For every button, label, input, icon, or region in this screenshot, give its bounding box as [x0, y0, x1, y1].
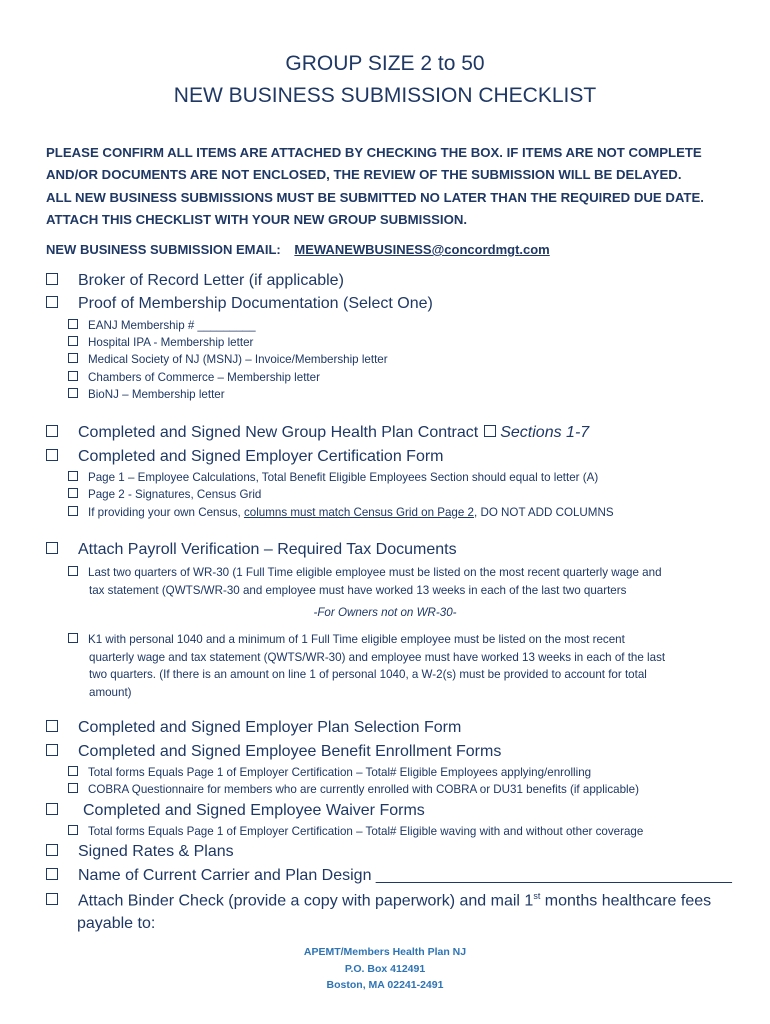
wr30-line: tax statement (QWTS/WR-30 and employee must have worked 13 weeks in each of the last two quarters — [89, 583, 627, 597]
k1-line: amount) — [89, 685, 132, 699]
notice-line: AND/OR DOCUMENTS ARE NOT ENCLOSED, THE REVIEW OF THE SUBMISSION WILL BE DELAYED. — [46, 167, 682, 183]
title-line-2: NEW BUSINESS SUBMISSION CHECKLIST — [173, 84, 597, 107]
waiver-total-checkbox[interactable] — [68, 825, 78, 835]
membership-label: Proof of Membership Documentation (Select One) — [78, 295, 433, 312]
item-membership — [46, 295, 433, 313]
ipa-checkbox[interactable] — [68, 336, 78, 346]
binder-checkbox[interactable] — [46, 893, 58, 905]
email-address-link[interactable]: MEWANEWBUSINESS@concordmgt.com — [294, 242, 550, 257]
plan-selection-checkbox[interactable] — [46, 720, 58, 732]
membership-option — [68, 319, 256, 332]
page2-checkbox[interactable] — [68, 488, 78, 498]
notice-line: PLEASE CONFIRM ALL ITEMS ARE ATTACHED BY CHECKING THE BOX. IF ITEMS ARE NOT COMPLETE — [46, 145, 702, 160]
census-checkbox[interactable] — [68, 506, 78, 516]
waiver-checkbox[interactable] — [46, 803, 58, 815]
item-contract — [46, 424, 589, 442]
k1-checkbox[interactable] — [68, 633, 78, 643]
binder-line-2: payable to: — [77, 915, 156, 932]
membership-option — [68, 388, 225, 401]
item-rates — [46, 843, 234, 861]
owners-note: -For Owners not on WR-30- — [313, 606, 457, 619]
wr30-line: Last two quarters of WR-30 (1 Full Time eligible employee must be listed on the most recent quarterly wage and — [88, 566, 662, 579]
membership-option — [68, 371, 320, 384]
notice-block — [46, 142, 746, 231]
address-box: P.O. Box 412491 — [344, 962, 426, 975]
k1-line: K1 with personal 1040 and a minimum of 1 Full Time eligible employee must be listed on the most recent — [88, 633, 625, 646]
binder-sup: st — [533, 891, 541, 901]
carrier-checkbox[interactable] — [46, 868, 58, 880]
title-line-1: GROUP SIZE 2 to 50 — [285, 52, 485, 75]
membership-option — [68, 336, 253, 349]
bionj-checkbox[interactable] — [68, 388, 78, 398]
waiver-label: Completed and Signed Employee Waiver Forms — [83, 802, 425, 819]
sub-label: Total forms Equals Page 1 of Employer Certification – Total# Eligible Employees applying/enrolling — [88, 766, 592, 779]
sub-label: Total forms Equals Page 1 of Employer Certification – Total# Eligible waving with and without other coverage — [88, 825, 644, 838]
contract-label: Completed and Signed New Group Health Plan Contract — [78, 424, 479, 441]
binder-label-b: months healthcare fees — [540, 892, 712, 910]
sub-label: Page 2 - Signatures, Census Grid — [88, 488, 262, 501]
eanj-checkbox[interactable] — [68, 319, 78, 329]
address-city: Boston, MA 02241-2491 — [326, 979, 444, 991]
page1-checkbox[interactable] — [68, 471, 78, 481]
k1-line: quarterly wage and tax statement (QWTS/WR-30) and employee must have worked 13 weeks in each of the last — [89, 650, 666, 664]
sub-label: Page 1 – Employee Calculations, Total Benefit Eligible Employees Section should equal to letter (A) — [88, 471, 599, 484]
option-label: Chambers of Commerce – Membership letter — [88, 371, 320, 384]
employer-cert-sub — [68, 488, 261, 501]
contract-checkbox[interactable] — [46, 425, 58, 437]
membership-option — [68, 353, 388, 366]
item-employer-cert — [46, 448, 444, 466]
notice-line: ALL NEW BUSINESS SUBMISSIONS MUST BE SUBMITTED NO LATER THAN THE REQUIRED DUE DATE. — [46, 189, 704, 205]
rates-label: Signed Rates & Plans — [78, 843, 234, 860]
plan-selection-label: Completed and Signed Employer Plan Selection Form — [78, 719, 462, 736]
msnj-checkbox[interactable] — [68, 353, 78, 363]
employer-cert-sub — [68, 471, 598, 484]
wr30-checkbox[interactable] — [68, 566, 78, 576]
enrollment-sub — [68, 783, 639, 796]
census-prefix: If providing your own Census, — [88, 506, 244, 519]
payroll-sub-wr30 — [68, 564, 728, 599]
census-underlined: columns must match Census Grid on Page 2 — [243, 506, 474, 519]
item-enrollment — [46, 743, 501, 761]
k1-line: two quarters. (If there is an amount on line 1 of personal 1040, a W-2(s) must be provided to account for total — [89, 668, 647, 681]
item-plan-selection — [46, 719, 461, 737]
carrier-label: Name of Current Carrier and Plan Design ________________________________________ — [78, 867, 732, 884]
membership-checkbox[interactable] — [46, 296, 58, 308]
mailing-address — [0, 944, 770, 994]
cobra-checkbox[interactable] — [68, 783, 78, 793]
employer-cert-checkbox[interactable] — [46, 449, 58, 461]
census-suffix: , DO NOT ADD COLUMNS — [474, 506, 614, 519]
employer-cert-label: Completed and Signed Employer Certification Form — [78, 448, 444, 465]
census-sub — [68, 506, 614, 519]
sections-label: Sections 1-7 — [500, 424, 590, 441]
submission-email — [46, 242, 550, 257]
broker-checkbox[interactable] — [46, 273, 58, 285]
option-label: BioNJ – Membership letter — [88, 388, 225, 401]
chambers-checkbox[interactable] — [68, 371, 78, 381]
enrollment-label: Completed and Signed Employee Benefit Enrollment Forms — [78, 743, 502, 760]
payroll-sub-k1 — [68, 631, 728, 701]
enrollment-sub — [68, 766, 591, 779]
option-label: Medical Society of NJ (MSNJ) – Invoice/Membership letter — [88, 353, 388, 366]
payroll-checkbox[interactable] — [46, 542, 58, 554]
item-waiver — [46, 802, 425, 820]
email-label: NEW BUSINESS SUBMISSION EMAIL: — [46, 242, 281, 257]
total-forms-checkbox[interactable] — [68, 766, 78, 776]
address-name: APEMT/Members Health Plan NJ — [303, 946, 467, 958]
sub-label: COBRA Questionnaire for members who are currently enrolled with COBRA or DU31 benefits (if applicable) — [88, 783, 639, 796]
binder-label-a: Attach Binder Check (provide a copy with paperwork) and mail 1 — [78, 892, 534, 910]
sections-checkbox[interactable] — [484, 425, 496, 437]
item-payroll — [46, 541, 457, 559]
enrollment-checkbox[interactable] — [46, 744, 58, 756]
broker-label: Broker of Record Letter (if applicable) — [78, 272, 344, 289]
waiver-sub — [68, 825, 643, 838]
item-binder — [46, 891, 711, 910]
notice-line: ATTACH THIS CHECKLIST WITH YOUR NEW GROUP SUBMISSION. — [46, 211, 468, 227]
rates-checkbox[interactable] — [46, 844, 58, 856]
option-label: EANJ Membership # _________ — [88, 319, 256, 332]
item-broker — [46, 272, 344, 290]
item-carrier — [46, 867, 732, 885]
option-label: Hospital IPA - Membership letter — [88, 336, 254, 349]
payroll-label: Attach Payroll Verification – Required Tax Documents — [78, 541, 457, 558]
